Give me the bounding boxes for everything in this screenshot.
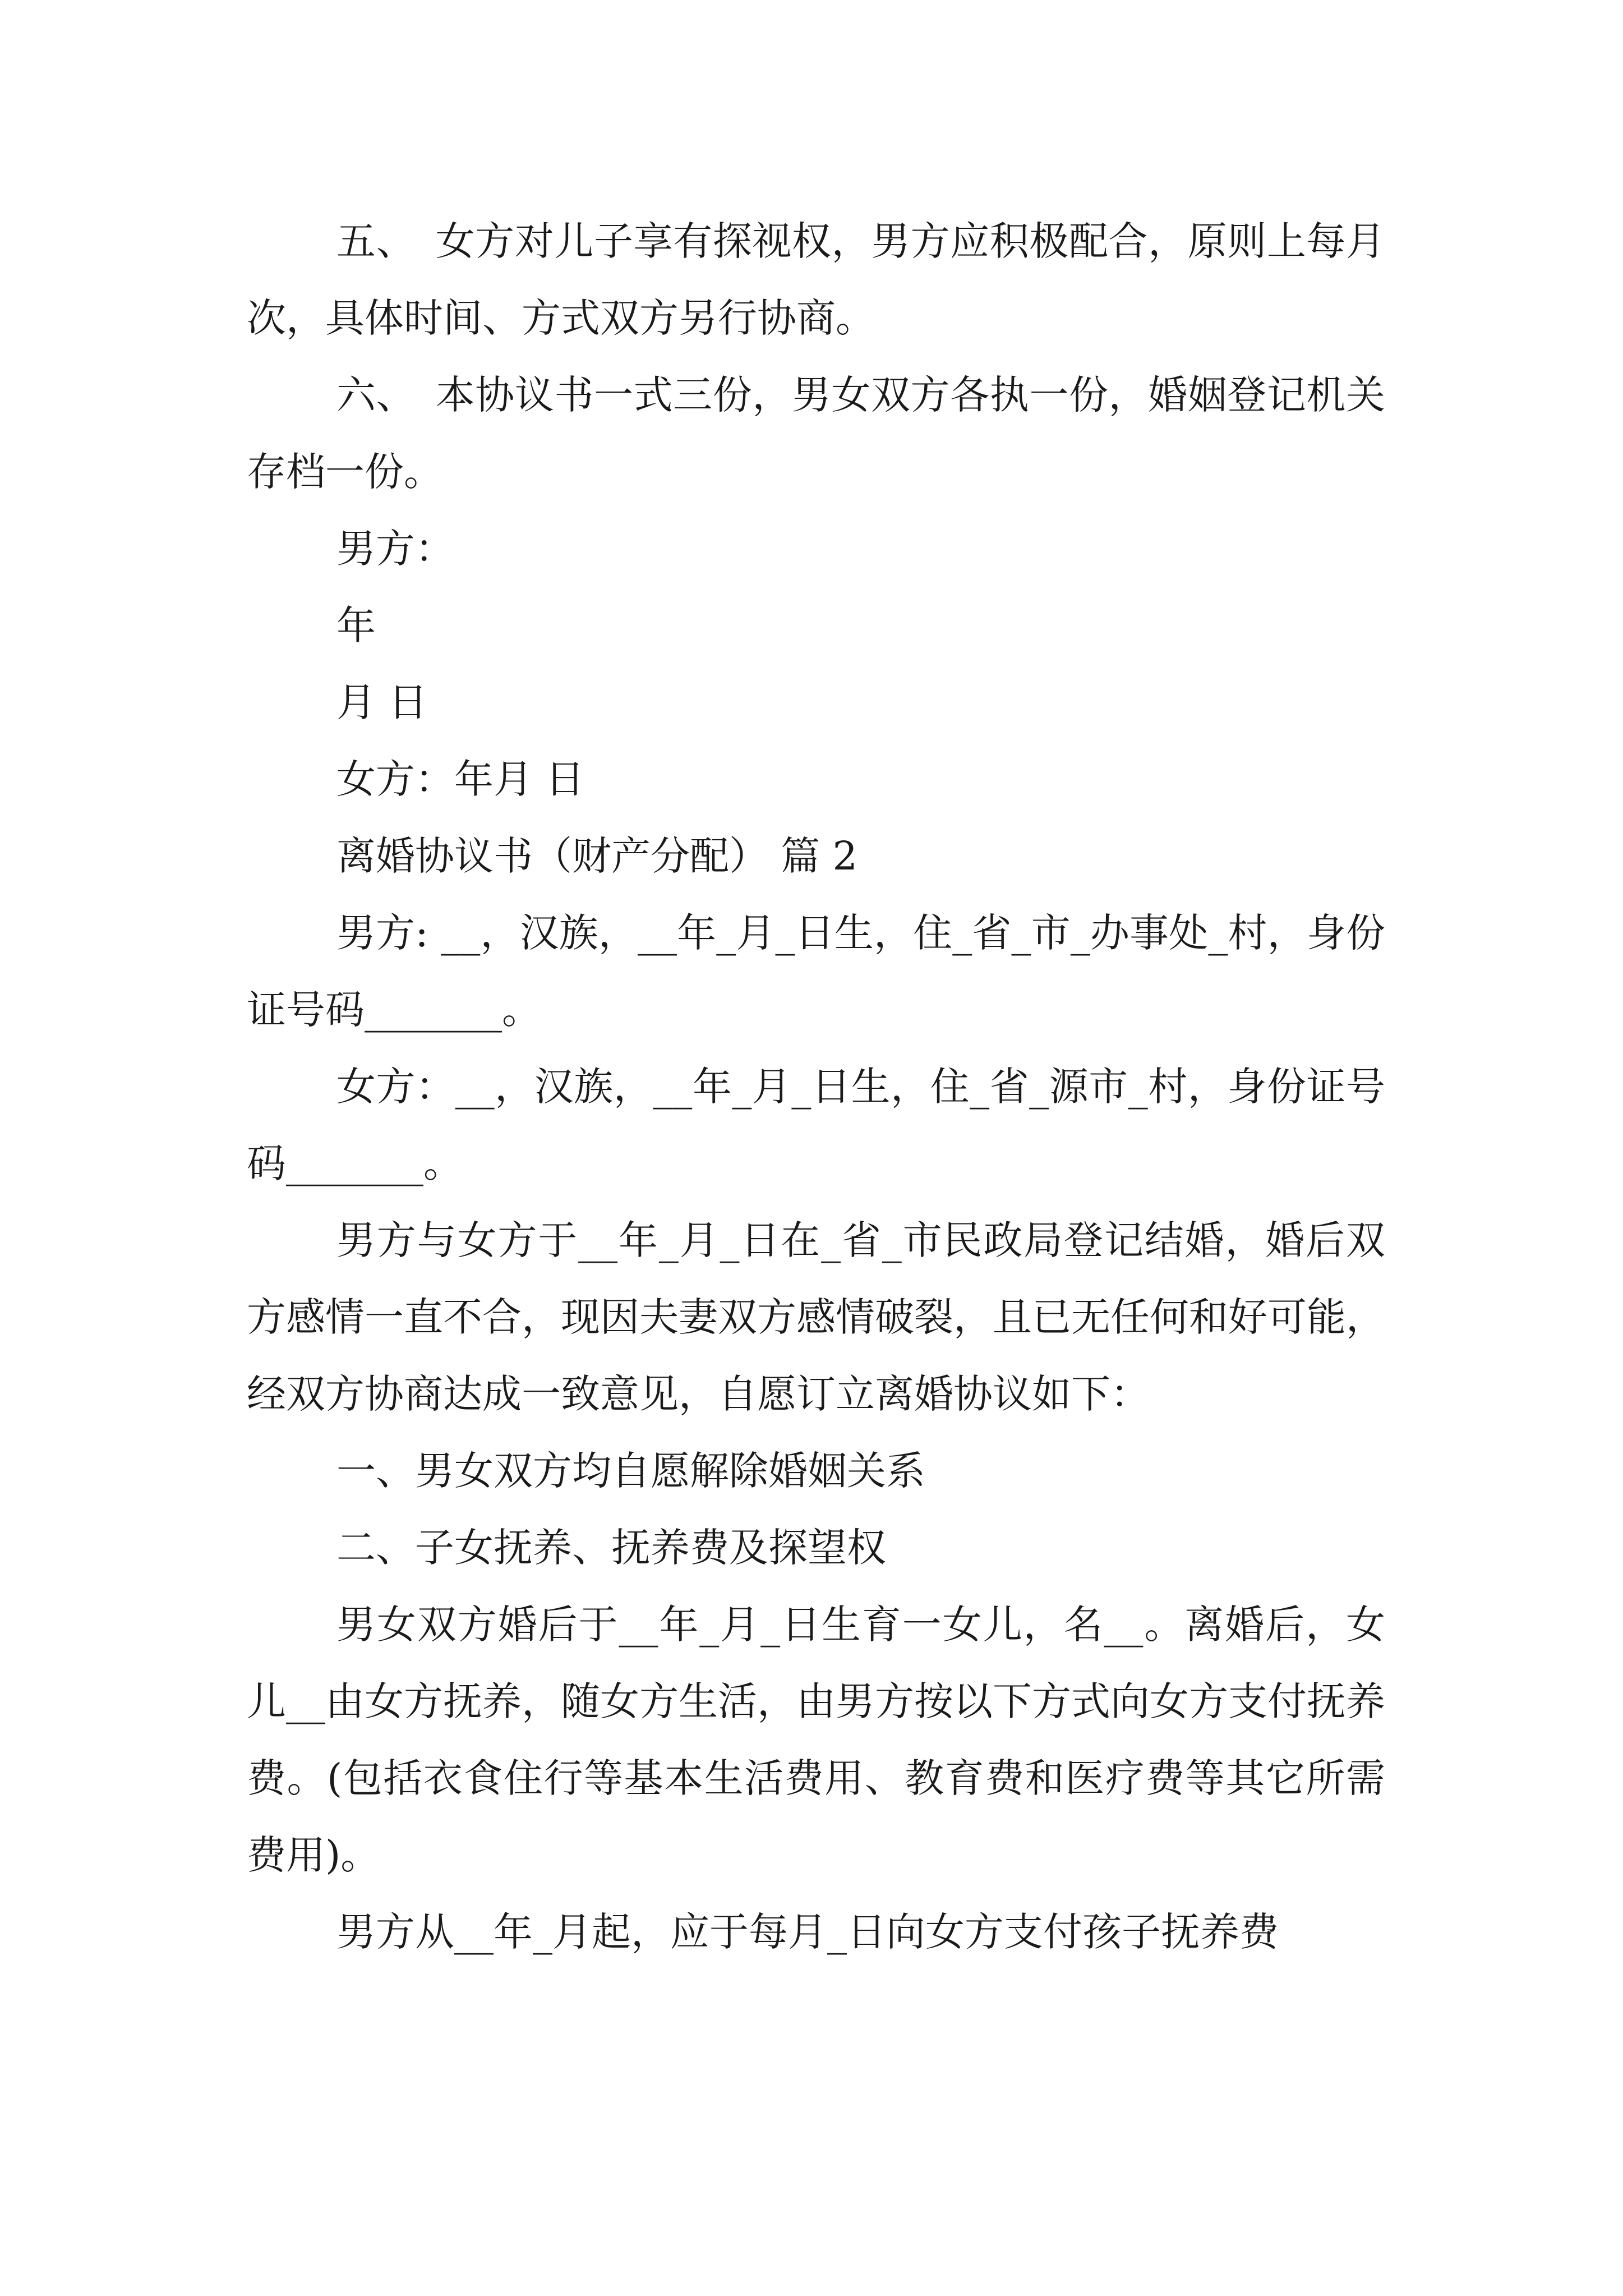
signature-female: 女方：年月 日 (336, 756, 585, 802)
paragraph-visitation-rights: 五、 女方对儿子享有探视权，男方应积极配合，原则上每月次，具体时间、方式双方另行协商。 (247, 218, 1385, 341)
section-title: 离婚协议书（财产分配） 篇 2 (336, 833, 858, 879)
party-female-info: 女方：__，汉族，__年_月_日生，住_省_源市_村，身份证号码_______。 (247, 1064, 1385, 1186)
party-male-info: 男方: __，汉族，__年_月_日生，住_省_市_办事处_村，身份证号码_______。 (247, 910, 1385, 1033)
clause-child-custody: 二、子女抚养、抚养费及探望权 (336, 1525, 886, 1571)
paragraph-payment-schedule: 男方从__年_月起，应于每月_日向女方支付孩子抚养费 (336, 1909, 1279, 1955)
clause-dissolution: 一、男女双方均自愿解除婚姻关系 (336, 1448, 925, 1494)
paragraph-background: 男方与女方于__年_月_日在_省_市民政局登记结婚，婚后双方感情一直不合，现因夫妻双方感情破裂，且已无任何和好可能，经双方协商达成一致意见，自愿订立离婚协议如下： (247, 1217, 1385, 1417)
paragraph-copies: 六、 本协议书一式三份，男女双方各执一份，婚姻登记机关存档一份。 (247, 372, 1385, 495)
date-year: 年 (336, 602, 376, 648)
signature-male: 男方： (336, 526, 454, 572)
paragraph-child-support: 男女双方婚后于__年_月_日生育一女儿，名__。离婚后，女儿__由女方抚养，随女方生活，由男方按以下方式向女方支付抚养费。(包括衣食住行等基本生活费用、教育费和医疗费等其它所需费用)。 (247, 1602, 1385, 1878)
document-body (247, 203, 1385, 1971)
date-month-day: 月 日 (336, 679, 428, 725)
